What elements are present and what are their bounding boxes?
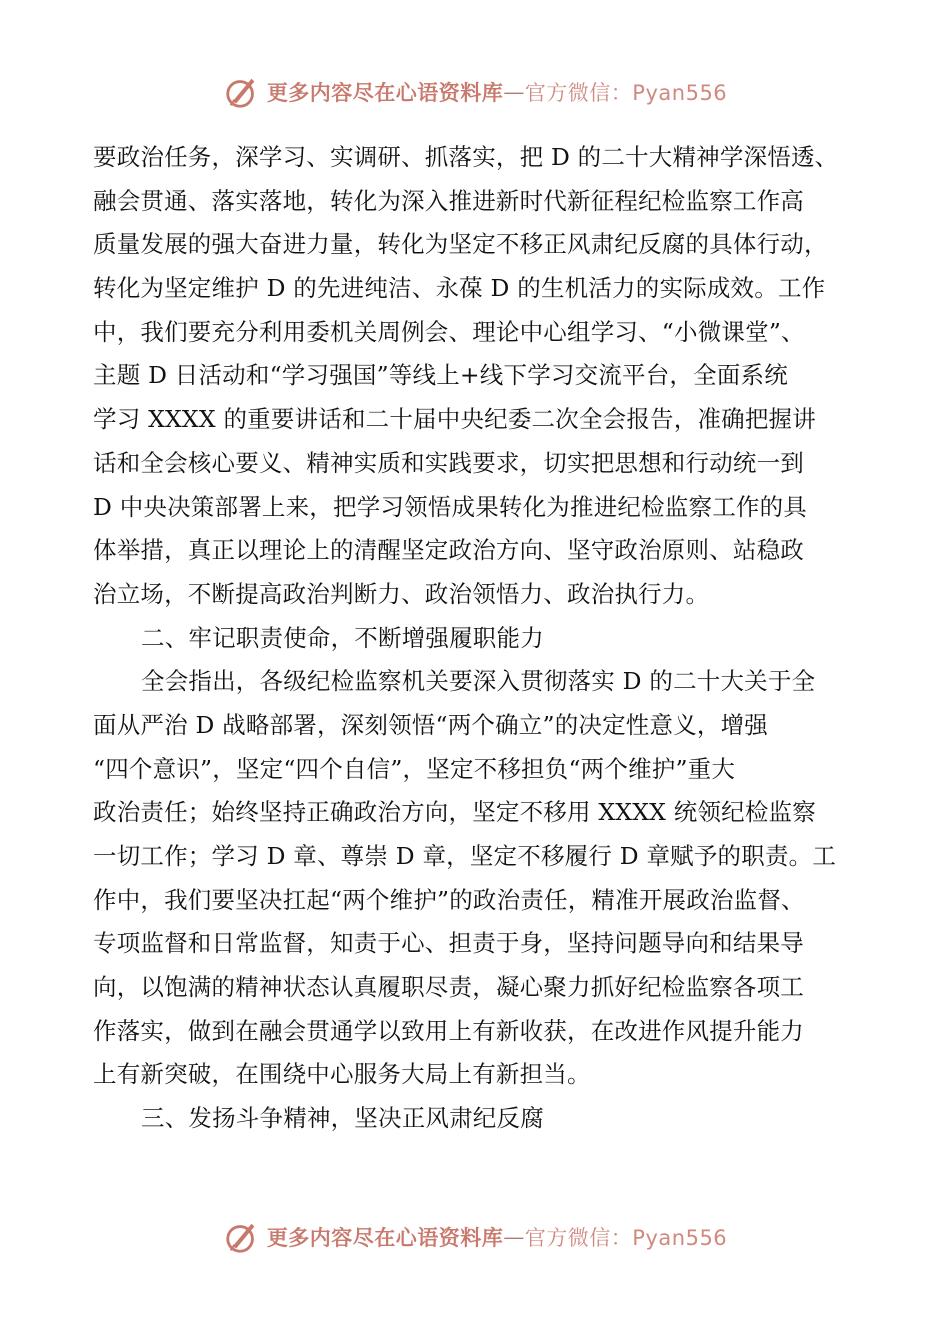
header-watermark [0,70,950,114]
body-line: 转化为坚定维护 D 的先进纯洁、永葆 D 的生机活力的实际成效。工作 [93,274,826,303]
body-line: 要政治任务，深学习、实调研、抓落实，把 D 的二十大精神学深悟透、 [93,143,839,171]
body-line: D 中央决策部署上来，把学习领悟成果转化为推进纪检监察工作的具 [93,492,808,521]
footer-watermark [0,1215,950,1259]
body-line: 融会贯通、落实落地，转化为深入推进新时代新征程纪检监察工作高 [93,186,804,215]
body-line: 话和全会核心要义、精神实质和实践要求，切实把思想和行动统一到 [93,448,804,477]
watermark-text: 更多内容尽在心语资料库 [266,1225,504,1250]
body-line: 政治责任；始终坚持正确政治方向，坚定不移用 XXXX 统领纪检监察 [93,798,816,827]
body-line: 学习 XXXX 的重要讲话和二十届中央纪委二次全会报告，准确把握讲 [93,405,816,434]
watermark-contact: 官方微信：Pyan556 [524,81,728,105]
body-line: 主题 D 日活动和“学习强国”等线上+线下学习交流平台，全面系统 [93,361,788,390]
body-line: 治立场，不断提高政治判断力、政治领悟力、政治执行力。 [93,579,710,608]
watermark-separator: — [503,1225,525,1249]
watermark-separator: — [503,80,525,104]
body-line: 面从严治 D 战略部署，深刻领悟“两个确立”的决定性意义，增强 [93,710,769,739]
body-line: 中，我们要充分利用委机关周例会、理论中心组学习、“小微课堂”、 [93,317,805,346]
body-line: 全会指出，各级纪检监察机关要深入贯彻落实 D 的二十大关于全 [141,667,816,696]
quill-pen-circle-icon [223,1218,261,1256]
body-line: 作落实，做到在融会贯通学以致用上有新收获，在改进作风提升能力 [93,1016,804,1045]
section-heading: 三、发扬斗争精神，坚决正风肃纪反腐 [141,1104,544,1133]
body-line: 上有新突破，在围绕中心服务大局上有新担当。 [93,1060,591,1089]
document-body [93,136,868,1141]
quill-pen-circle-icon [223,73,261,111]
body-line: 专项监督和日常监督，知责于心、担责于身，坚持问题导向和结果导 [93,929,804,958]
body-line: 向，以饱满的精神状态认真履职尽责，凝心聚力抓好纪检监察各项工 [93,973,804,1002]
section-heading: 二、牢记职责使命，不断增强履职能力 [141,623,544,652]
body-line: 质量发展的强大奋进力量，转化为坚定不移正风肃纪反腐的具体行动， [93,230,828,259]
watermark-contact: 官方微信：Pyan556 [524,1226,728,1250]
body-line: 一切工作；学习 D 章、尊崇 D 章，坚定不移履行 D 章赋予的职责。工 [93,842,837,870]
body-line: 体举措，真正以理论上的清醒坚定政治方向、坚守政治原则、站稳政 [93,536,804,565]
body-line: “四个意识”，坚定“四个自信”，坚定不移担负“两个维护”重大 [93,754,736,783]
body-line: 作中，我们要坚决扛起“两个维护”的政治责任，精准开展政治监督、 [93,885,805,914]
watermark-text: 更多内容尽在心语资料库 [266,80,504,105]
